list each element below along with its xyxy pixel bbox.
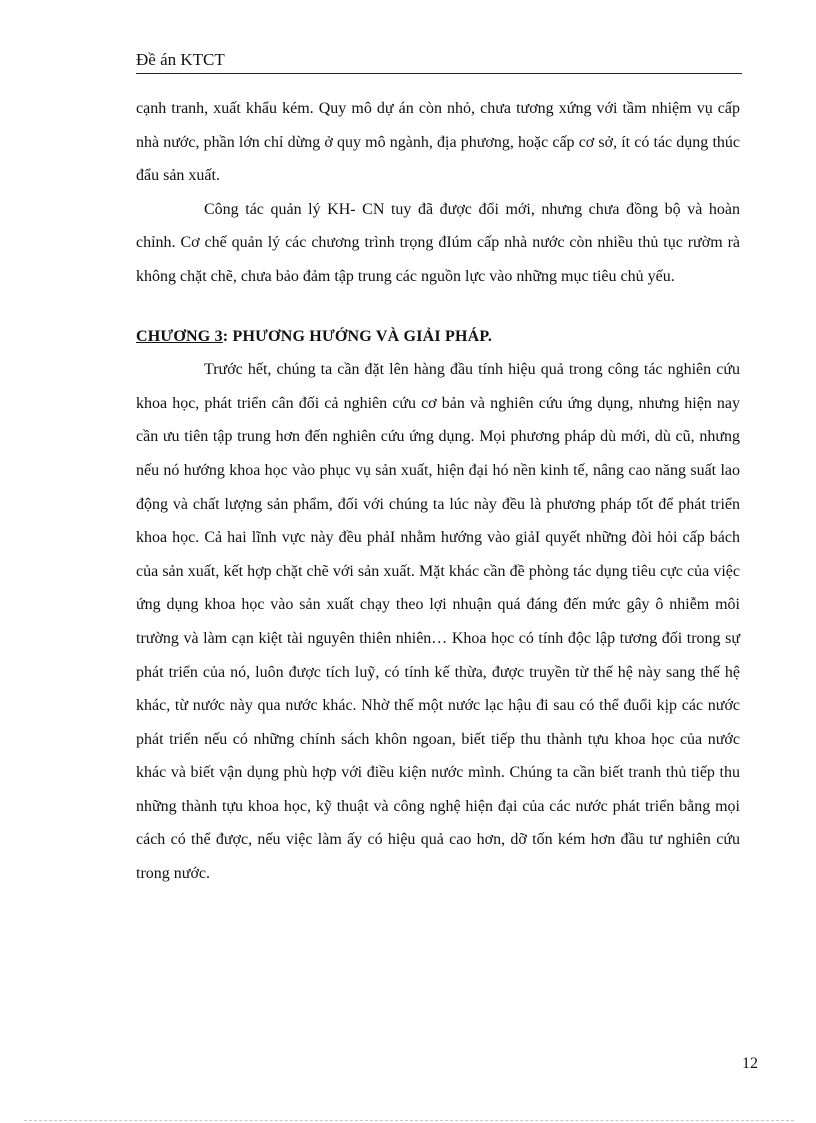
page-bottom-divider [24,1120,794,1121]
chapter-heading [136,320,740,354]
page-header: Đề án KTCT [136,49,742,74]
chapter-label: CHƯƠNG 3 [136,327,223,345]
section-spacer [136,294,740,320]
paragraph-3: Trước hết, chúng ta cần đặt lên hàng đầu tính hiệu quả trong công tác nghiên cứu khoa học, phát triển cân đối cả nghiên cứu cơ bản và nghiên cứu ứng dụng, nhưng hiện nay cần ưu tiên tập trung hơn đến nghiên cứu ứng dụng. Mọi phương pháp dù mới, dù cũ, nhưng nếu nó hướng khoa học vào phục vụ sản xuất, hiện đại hó nền kinh tế, nâng cao năng suất lao động và chất lượng sản phẩm, đối với chúng ta lúc này đều là phương pháp tốt để phát triển khoa học. Cả hai lĩnh vực này đều phảI nhằm hướng vào giảI quyết những đòi hỏi cấp bách của sản xuất, kết hợp chặt chẽ với sản xuất. Mặt khác cần đề phòng tác dụng tiêu cực của việc ứng dụng khoa học vào sản xuất chạy theo lợi nhuận quá đáng đến mức gây ô nhiễm môi trường và làm cạn kiệt tài nguyên thiên nhiên… Khoa học có tính độc lập tương đối trong sự phát triển của nó, luôn được tích luỹ, có tính kế thừa, được truyền từ thế hệ này sang thế hệ khác, từ nước này qua nước khác. Nhờ thế một nước lạc hậu đi sau có thể đuổi kịp các nước phát triển nếu có những chính sách khôn ngoan, biết tiếp thu thành tựu khoa học của nước khác và biết vận dụng phù hợp với điều kiện nước mình. Chúng ta cần biết tranh thủ tiếp thu những thành tựu khoa học, kỹ thuật và công nghệ hiện đại của các nước phát triển bằng mọi cách có thể được, nếu việc làm ấy có hiệu quả cao hơn, dỡ tốn kém hơn đầu tư nghiên cứu trong nước. [136,361,740,883]
document-body [136,92,740,891]
page-number: 12 [742,1055,758,1072]
paragraph-1: cạnh tranh, xuất khẩu kém. Quy mô dự án còn nhỏ, chưa tương xứng với tầm nhiệm vụ cấp nhà nước, phần lớn chỉ dừng ở quy mô ngành, địa phương, hoặc cấp cơ sở, ít có tác dụng thúc đẩu sản xuất. [136,100,740,185]
chapter-title: : PHƯƠNG HƯỚNG VÀ GIẢI PHÁP. [222,327,493,345]
paragraph-2: Công tác quản lý KH- CN tuy đã được đổi mới, nhưng chưa đồng bộ và hoàn chỉnh. Cơ chế quản lý các chương trình trọng đIúm cấp nhà nước còn nhiều thủ tục rườm rà không chặt chẽ, chưa bảo đảm tập trung các nguồn lực vào những mục tiêu chủ yếu. [136,200,740,285]
